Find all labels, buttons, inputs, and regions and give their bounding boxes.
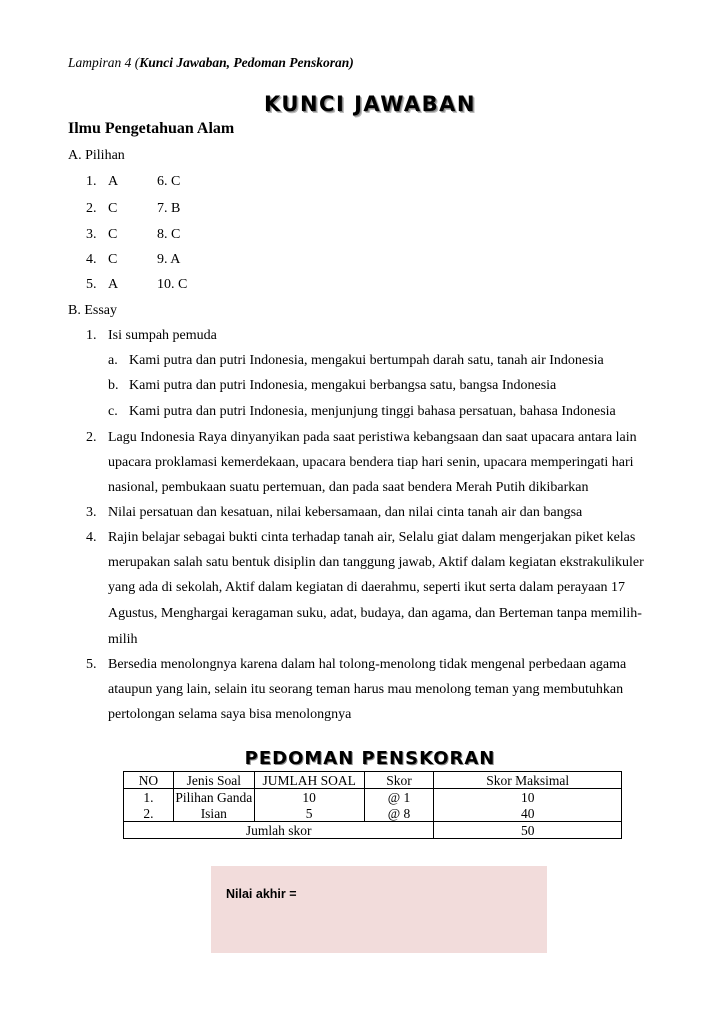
choice-num: 4. [86,252,97,267]
table-cell: 40 [434,805,622,822]
choice-num: 3. [86,227,97,242]
choice-num: 1. [86,174,97,189]
table-cell: 5 [254,805,364,822]
choice-answer: C [108,201,118,216]
table-header-row [124,772,622,789]
essay-line: Isi sumpah pemuda [108,328,217,343]
table-total-row [124,822,622,839]
choice-num: 2. [86,201,97,216]
essay-line: upacara proklamasi kemerdekaan, upacara bendera tiap hari senin, upacara memperingati hari [108,455,634,470]
total-label: Jumlah skor [124,822,434,839]
lampiran-header [68,55,354,71]
choice-answer-right: 8. C [157,227,181,242]
essay-line: Nilai persatuan dan kesatuan, nilai kebersamaan, dan nilai cinta tanah air dan bangsa [108,505,583,520]
final-score-box [211,866,547,953]
choice-answer-right: 6. C [157,174,181,189]
section-b-label: B. Essay [68,303,117,318]
page-title: KUNCI JAWABAN [264,92,476,116]
essay-num: 4. [86,530,97,545]
essay-line: milih [108,632,138,647]
table-cell: Isian [173,805,254,822]
choice-num: 5. [86,277,97,292]
choice-answer-right: 7. B [157,201,181,216]
essay-line: Rajin belajar sebagai bukti cinta terhadap tanah air, Selalu giat dalam mengerjakan piket kelas [108,530,636,545]
choice-answer-right: 10. C [157,277,188,292]
final-score-label: Nilai akhir = [226,887,297,901]
section-a-label: A. Pilihan [68,148,125,163]
sub-letter: a. [108,353,118,368]
sub-text: Kami putra dan putri Indonesia, mengakui bertumpah darah satu, tanah air Indonesia [129,353,604,368]
choice-answer: A [108,174,119,189]
essay-num: 5. [86,657,97,672]
table-row [124,805,622,822]
essay-line: Lagu Indonesia Raya dinyanyikan pada saat peristiwa kebangsaan dan saat upacara antara lain [108,430,637,445]
choice-answer-right: 9. A [157,252,181,267]
essay-line: ataupun yang lain, selain itu seorang teman harus mau menolong teman yang membutuhkan [108,682,624,697]
table-header: JUMLAH SOAL [254,772,364,789]
essay-num: 3. [86,505,97,520]
table-row [124,789,622,806]
essay-line: Bersedia menolongnya karena dalam hal tolong-menolong tidak mengenal perbedaan agama [108,657,627,672]
table-header: Skor Maksimal [434,772,622,789]
essay-line: yang ada di sekolah, Aktif dalam kegiatan di daerahmu, seperti ikut serta dalam perayaan 17 [108,580,626,595]
essay-num: 1. [86,328,97,343]
lampiran-bold: Kunci Jawaban, Pedoman Penskoran) [139,55,354,70]
table-cell: @ 1 [364,789,434,806]
table-cell: 1. [124,789,174,806]
sub-text: Kami putra dan putri Indonesia, mengakui berbangsa satu, bangsa Indonesia [129,378,557,393]
essay-line: merupakan salah satu bentuk disiplin dan tanggung jawab, Aktif dalam kegiatan ekstrakulikuler [108,555,644,570]
sub-text: Kami putra dan putri Indonesia, menjunjung tinggi bahasa persatuan, bahasa Indonesia [129,404,616,419]
table-cell: 2. [124,805,174,822]
choice-answer: C [108,252,118,267]
scoring-table [123,771,622,839]
sub-letter: c. [108,404,118,419]
table-cell: @ 8 [364,805,434,822]
sub-letter: b. [108,378,119,393]
subject-heading: Ilmu Pengetahuan Alam [68,120,235,137]
essay-line: nasional, pembukaan suatu pertemuan, dan pada saat bendera Merah Putih dikibarkan [108,480,589,495]
total-value: 50 [434,822,622,839]
lampiran-prefix: Lampiran 4 ( [68,55,140,70]
choice-answer: C [108,227,118,242]
table-header: Skor [364,772,434,789]
scoring-title: PEDOMAN PENSKORAN [244,748,496,769]
essay-num: 2. [86,430,97,445]
essay-line: pertolongan selama saya bisa menolongnya [108,707,352,722]
essay-line: Agustus, Menghargai keragaman suku, adat, budaya, dan agama, dan Berteman tanpa memilih- [108,606,642,621]
table-cell: Pilihan Ganda [175,789,253,805]
table-header: NO [124,772,174,789]
choice-answer: A [108,277,119,292]
table-cell: 10 [434,789,622,806]
table-cell: 10 [254,789,364,806]
table-header: Jenis Soal [173,772,254,789]
